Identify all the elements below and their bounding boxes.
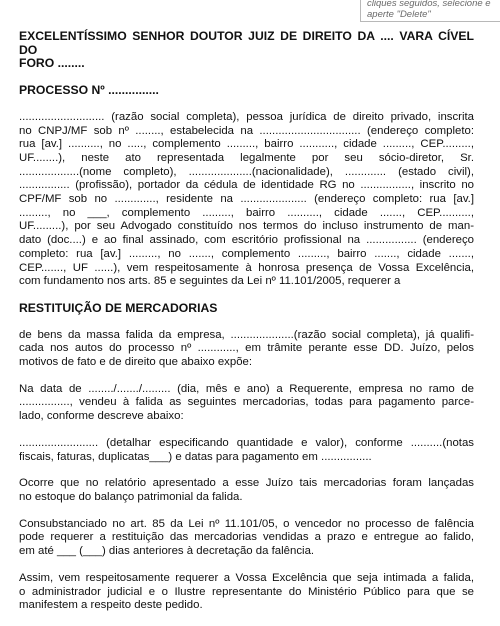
- text-line: ........., no ___, complemento ........., bairro .........., cidade ......., CEP..........,: [19, 206, 474, 219]
- text-line: lado, conforme descreve abaixo:: [19, 410, 184, 423]
- paragraph-report: [19, 477, 474, 504]
- text-line: UF.........), por seu Advogado constituído nos termos do incluso instrumento de man-: [19, 220, 474, 233]
- text-line: motivos de fato e de direito que abaixo expõe:: [19, 356, 253, 369]
- edit-hint-tooltip: [360, 0, 500, 22]
- title-line-2: FORO ........: [19, 56, 85, 71]
- text-line: no estoque do balanço patrimonial da falida.: [19, 490, 243, 503]
- text-line: ......................... (detalhar especificando quantidade e valor), conforme ..........(notas: [19, 436, 474, 449]
- section-heading: RESTITUIÇÃO DE MERCADORIAS: [19, 300, 218, 315]
- hint-line: aperte "Delete": [367, 9, 431, 20]
- paragraph-goods: [19, 329, 474, 370]
- paragraph-sale-date: [19, 383, 474, 424]
- text-line: o administrador judicial e o Ilustre representante do Ministério Público para que se: [19, 585, 474, 598]
- paragraph-parties: [19, 111, 474, 289]
- paragraph-legal-basis: [19, 518, 474, 559]
- text-line: ................ (profissão), portador da cédula de identidade RG no ................, inscrito no: [19, 179, 474, 192]
- text-line: Ocorre que no relatório apresentado a esse Juízo tais mercadorias foram lançadas: [19, 477, 474, 490]
- document-title: [19, 30, 474, 71]
- hint-line: cliques seguidos, selecione e: [367, 0, 491, 9]
- process-number-heading: PROCESSO Nº ...............: [19, 83, 159, 98]
- text-line: rua [av.] .........., no ....., complemento ........., bairro ..........., cidade ........., CEP.........,: [19, 138, 474, 151]
- text-line: fiscais, faturas, duplicatas___) e datas para pagamento em ................: [19, 450, 372, 463]
- text-line: cada nos autos do processo nº ............, em trâmite perante esse DD. Juízo, pelos: [19, 342, 474, 355]
- text-line: no CNPJ/MF sob nº ........, estabelecida na ................................ (endereço completo:: [19, 124, 474, 137]
- paragraph-request: [19, 572, 474, 613]
- text-line: ...................(nome completo), ....................(nacionalidade), ............. (estado civil),: [19, 165, 474, 178]
- document-page: [19, 30, 474, 626]
- text-line: ........................... (razão social completa), pessoa jurídica de direito privado, inscrita: [19, 110, 474, 123]
- text-line: em até ___ (___) dias anteriores à decretação da falência.: [19, 545, 315, 558]
- text-line: pode requerer a restituição das mercadorias vendidas a prazo e entregue ao falido,: [19, 531, 474, 544]
- text-line: Assim, vem respeitosamente requerer a Vossa Excelência que seja intimada a falida,: [19, 571, 474, 584]
- title-line-1: EXCELENTÍSSIMO SENHOR DOUTOR JUIZ DE DIREITO DA .... VARA CÍVEL DO: [19, 29, 474, 57]
- text-line: ................, vendeu à falida as seguintes mercadorias, todas para pagamento parce-: [19, 396, 474, 409]
- text-line: com fundamento nos arts. 85 e seguintes da Lei nº 11.101/2005, requerer a: [19, 275, 401, 288]
- text-line: completo: rua [av.] ........., no ......., complemento ........., bairro ......., cidade .......,: [19, 247, 474, 260]
- text-line: Na data de ......../......./......... (dia, mês e ano) a Requerente, empresa no ramo de: [19, 382, 474, 395]
- text-line: manifestem a respeito deste pedido.: [19, 599, 203, 612]
- text-line: dato (doc....) e ao final assinado, com escritório profissional na ................ (endereço: [19, 234, 474, 247]
- text-line: Consubstanciado no art. 85 da Lei nº 11.101/05, o vencedor no processo de falência: [19, 517, 474, 530]
- text-line: CEP......., UF ......), vem respeitosamente à honrosa presença de Vossa Excelência,: [19, 261, 474, 274]
- text-line: de bens da massa falida da empresa, ....................(razão social completa), já qualifi-: [19, 328, 474, 341]
- paragraph-detail: [19, 437, 474, 464]
- text-line: CPF/MF sob no ............., residente na ..................... (endereço completo: rua [av.]: [19, 193, 474, 206]
- text-line: UF........), neste ato representada legalmente por seu sócio-diretor, Sr.: [19, 151, 474, 164]
